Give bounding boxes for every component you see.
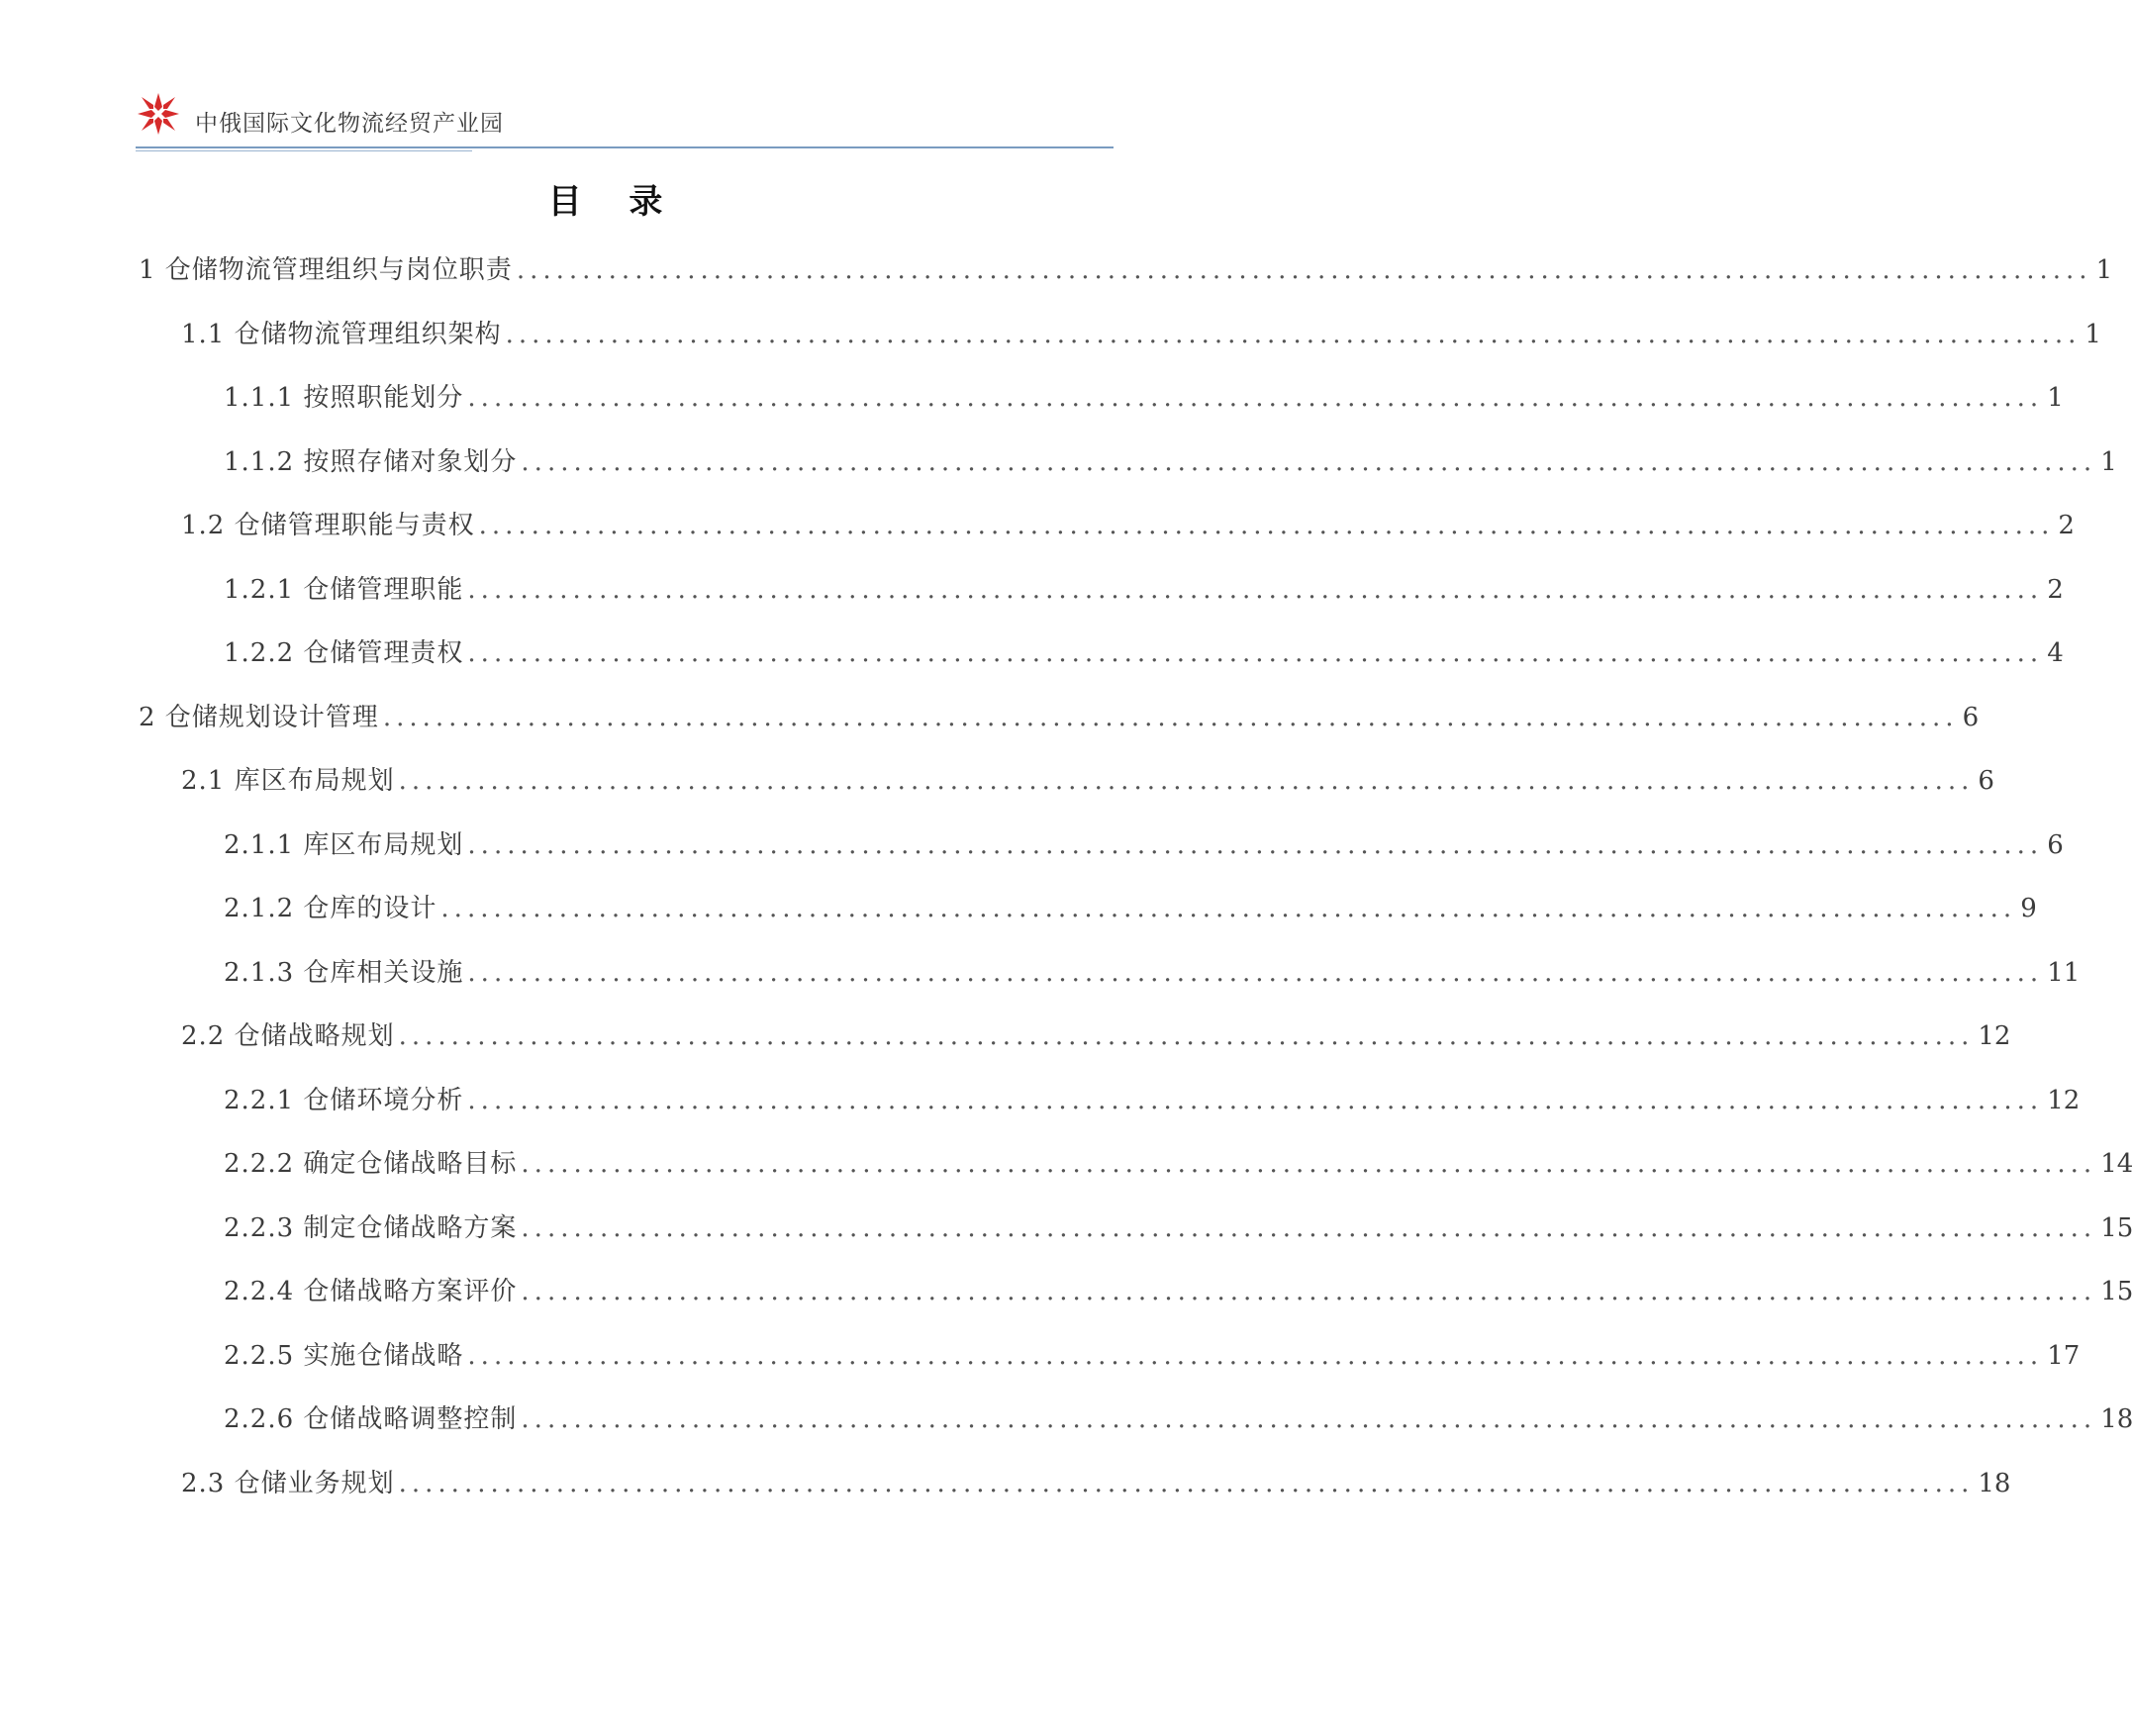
toc-page-number: 2 xyxy=(2047,574,2064,605)
toc-dot-leader: ........................................................................................................................ xyxy=(467,638,2044,668)
header-divider-accent xyxy=(136,150,472,151)
toc-entry[interactable] xyxy=(224,1335,2081,1375)
toc-entry-label: 2.2.3 制定仓储战略方案 xyxy=(224,1212,518,1243)
toc-entry[interactable] xyxy=(224,569,2064,609)
toc-page-number: 4 xyxy=(2047,638,2064,668)
toc-entry-label: 1.2.1 仓储管理职能 xyxy=(224,574,464,605)
toc-entry-label: 2.1.2 仓库的设计 xyxy=(224,894,437,923)
toc-entry[interactable] xyxy=(224,824,2064,864)
toc-entry-label: 2.2 仓储战略规划 xyxy=(181,1021,395,1051)
toc-entry-label: 1 仓储物流管理组织与岗位职责 xyxy=(139,255,513,285)
toc-entry[interactable] xyxy=(224,1080,2081,1119)
toc-dot-leader: ........................................................................................................................ xyxy=(467,957,2044,988)
toc-entry-label: 1.2.2 仓储管理责权 xyxy=(224,638,464,668)
toc-page-number: 15 xyxy=(2100,1277,2133,1306)
toc-entry-label: 2.1.3 仓库相关设施 xyxy=(224,957,464,988)
toc-dot-leader: ........................................................................................................................ xyxy=(398,1468,1975,1498)
toc-entry[interactable] xyxy=(181,1463,2011,1502)
toc-dot-leader: ........................................................................................................................ xyxy=(398,766,1975,796)
toc-dot-leader: ........................................................................................................................ xyxy=(516,255,2092,285)
toc-entry[interactable] xyxy=(224,377,2064,417)
toc-page-number: 11 xyxy=(2047,957,2081,988)
toc-page-number: 6 xyxy=(1978,766,1994,796)
toc-entry-label: 2.2.6 仓储战略调整控制 xyxy=(224,1404,518,1434)
toc-entry[interactable] xyxy=(224,1143,2133,1183)
toc-entry-label: 1.1 仓储物流管理组织架构 xyxy=(181,319,502,349)
page-header xyxy=(136,91,1114,150)
toc-entry[interactable] xyxy=(224,1271,2133,1310)
toc-entry[interactable] xyxy=(224,1398,2133,1438)
toc-dot-leader: ........................................................................................................................ xyxy=(398,1021,1975,1051)
red-star-logo-icon xyxy=(136,91,181,137)
toc-entry[interactable] xyxy=(181,505,2075,544)
toc-entry-label: 2.2.2 确定仓储战略目标 xyxy=(224,1149,518,1179)
toc-page-number: 18 xyxy=(1978,1468,2011,1498)
toc-entry[interactable] xyxy=(181,314,2101,353)
toc-entry[interactable] xyxy=(224,952,2081,992)
toc-page-number: 12 xyxy=(1978,1021,2011,1051)
toc-entry-label: 2.2.4 仓储战略方案评价 xyxy=(224,1277,518,1306)
toc-dot-leader: ........................................................................................................................ xyxy=(467,829,2044,860)
toc-entry-label: 1.2 仓储管理职能与责权 xyxy=(181,511,475,540)
toc-dot-leader: ........................................................................................................................ xyxy=(521,1212,2097,1243)
toc-page-number: 6 xyxy=(1962,702,1980,732)
toc-entry[interactable] xyxy=(224,1207,2133,1247)
toc-page-number: 1 xyxy=(2095,255,2113,285)
toc-dot-leader: ........................................................................................................................ xyxy=(505,319,2082,349)
toc-entry[interactable] xyxy=(224,888,2037,927)
toc-entry[interactable] xyxy=(181,760,1994,800)
toc-page-number: 1 xyxy=(2085,319,2101,349)
toc-page-number: 17 xyxy=(2047,1340,2081,1371)
toc-dot-leader: ........................................................................................................................ xyxy=(521,446,2097,477)
toc-entry-label: 2.1 库区布局规划 xyxy=(181,766,395,796)
organization-name: 中俄国际文化物流经贸产业园 xyxy=(195,111,504,137)
toc-entry-label: 2 仓储规划设计管理 xyxy=(139,702,379,732)
toc-dot-leader: ........................................................................................................................ xyxy=(467,1340,2044,1371)
toc-entry[interactable] xyxy=(224,441,2117,481)
toc-page-number: 1 xyxy=(2100,446,2117,477)
toc-page-number: 14 xyxy=(2100,1149,2133,1179)
toc-entry[interactable] xyxy=(224,632,2064,672)
toc-page-number: 6 xyxy=(2047,829,2064,860)
toc-page-number: 9 xyxy=(2020,894,2037,923)
toc-dot-leader: ........................................................................................................................ xyxy=(467,1085,2044,1115)
toc-page-number: 2 xyxy=(2058,511,2075,540)
toc-entry-label: 1.1.2 按照存储对象划分 xyxy=(224,446,518,477)
toc-dot-leader: ........................................................................................................................ xyxy=(478,511,2055,540)
toc-dot-leader: ........................................................................................................................ xyxy=(521,1404,2097,1434)
header-divider xyxy=(136,146,1114,148)
toc-title: 目 录 xyxy=(547,182,681,222)
toc-dot-leader: ........................................................................................................................ xyxy=(521,1277,2097,1306)
toc-entry-label: 1.1.1 按照职能划分 xyxy=(224,383,464,413)
toc-entry[interactable] xyxy=(181,1015,2011,1055)
toc-page-number: 1 xyxy=(2047,383,2064,413)
toc-entry[interactable] xyxy=(139,697,1980,736)
toc-page-number: 12 xyxy=(2047,1085,2081,1115)
toc-page-number: 15 xyxy=(2100,1212,2133,1243)
toc-dot-leader: ........................................................................................................................ xyxy=(382,702,1959,732)
toc-dot-leader: ........................................................................................................................ xyxy=(521,1149,2097,1179)
toc-page-number: 18 xyxy=(2100,1404,2133,1434)
toc-entry-label: 2.1.1 库区布局规划 xyxy=(224,829,464,860)
toc-entry-label: 2.2.5 实施仓储战略 xyxy=(224,1340,464,1371)
toc-entry-label: 2.3 仓储业务规划 xyxy=(181,1468,395,1498)
toc-dot-leader: ........................................................................................................................ xyxy=(440,894,2017,923)
toc-dot-leader: ........................................................................................................................ xyxy=(467,574,2044,605)
toc-entry-label: 2.2.1 仓储环境分析 xyxy=(224,1085,464,1115)
toc-entry[interactable] xyxy=(139,249,2113,289)
toc-dot-leader: ........................................................................................................................ xyxy=(467,383,2044,413)
